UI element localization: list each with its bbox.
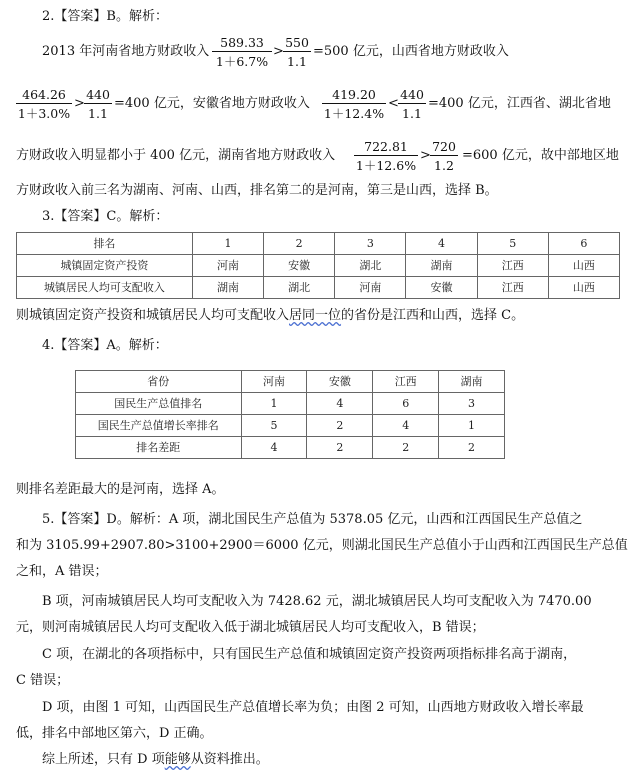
- q4-heading: 4.【答案】A。解析：: [42, 338, 168, 353]
- q2-gt-sign: >: [420, 148, 431, 163]
- q5-summary-part: 从资料推出。: [190, 752, 269, 767]
- q2-line3-result: =600 亿元，故中部地区地: [462, 148, 619, 163]
- table-cell: 山西: [548, 255, 619, 277]
- table-header-cell: 6: [548, 233, 619, 255]
- q2-fraction-hunan: $\frac{722.81}{1+12.6\%}$: [355, 139, 417, 173]
- table-cell: 国民生产总值增长率排名: [76, 415, 242, 437]
- q2-line2-text: =400 亿元，安徽省地方财政收入: [114, 96, 310, 111]
- q2-line1-text: 2013 年河南省地方财政收入: [42, 44, 210, 59]
- q5-summary-part: 综上所述，只有 D 项: [42, 752, 165, 767]
- q3-conclusion-underlined: 居同一位: [289, 308, 342, 323]
- q2-fraction-440-b: $\frac{440}{1.1}$: [398, 87, 426, 121]
- table-header-cell: 3: [335, 233, 406, 255]
- table-header-cell: 4: [406, 233, 477, 255]
- q2-line1-result: =500 亿元，山西省地方财政收入: [313, 44, 509, 59]
- table-cell: 5: [241, 415, 307, 437]
- table-row: [76, 393, 505, 415]
- table-cell: 安徽: [264, 255, 335, 277]
- q3-heading: 3.【答案】C。解析：: [42, 209, 169, 224]
- table-cell: 1: [241, 393, 307, 415]
- table-cell: 4: [241, 437, 307, 459]
- q4-conclusion: 则排名差距最大的是河南，选择 A。: [16, 482, 225, 497]
- q5-line3: 之和，A 错误；: [16, 564, 108, 579]
- q3-conclusion: [16, 308, 524, 324]
- table-cell: 排名差距: [76, 437, 242, 459]
- table-header-row: [17, 233, 620, 255]
- q2-fraction-550: $\frac{550}{1.1}$: [283, 35, 311, 69]
- q5-summary: [42, 752, 269, 768]
- table-cell: 安徽: [406, 277, 477, 299]
- table-cell: 山西: [548, 277, 619, 299]
- q2-fraction-440: $\frac{440}{1.1}$: [84, 87, 112, 121]
- table-cell: 2: [307, 437, 373, 459]
- q2-fraction-720: $\frac{720}{1.2}$: [430, 139, 458, 173]
- table-cell: 3: [439, 393, 505, 415]
- q2-gt-sign: >: [273, 44, 284, 59]
- table-row: [76, 415, 505, 437]
- q5-line8: D 项，由图 1 可知，山西国民生产总值增长率为负；由图 2 可知，山西地方财政收入增长率最: [42, 700, 584, 715]
- q2-conclusion: 方财政收入前三名为湖南、河南、山西，排名第二的是河南，第三是山西，选择 B。: [16, 183, 498, 198]
- table-header-cell: 5: [477, 233, 548, 255]
- table-header-cell: 河南: [241, 371, 307, 393]
- q5-summary-underlined: 能够: [164, 752, 191, 767]
- table-header-cell: 安徽: [307, 371, 373, 393]
- q2-fraction-shanxi: $\frac{464.26}{1+3.0\%}$: [17, 87, 71, 121]
- table-cell: 湖南: [192, 277, 263, 299]
- table-cell: 4: [307, 393, 373, 415]
- table-cell: 国民生产总值排名: [76, 393, 242, 415]
- table-cell: 湖南: [406, 255, 477, 277]
- q2-fraction-henan: $\frac{589.33}{1+6.7\%}$: [212, 35, 272, 69]
- table-cell: 2: [439, 437, 505, 459]
- q2-heading: 2.【答案】B。解析：: [42, 9, 168, 24]
- table-row: [17, 277, 620, 299]
- table-cell: 河南: [335, 277, 406, 299]
- q5-line4: B 项，河南城镇居民人均可支配收入为 7428.62 元，湖北城镇居民人均可支配收入为 7470.00: [42, 594, 592, 609]
- table-cell: 6: [373, 393, 439, 415]
- table-cell: 江西: [477, 277, 548, 299]
- table-cell: 2: [307, 415, 373, 437]
- table-cell: 2: [373, 437, 439, 459]
- table-cell: 江西: [477, 255, 548, 277]
- q5-line7: C 错误；: [16, 673, 70, 688]
- table-header-cell: 2: [264, 233, 335, 255]
- table-cell: 城镇居民人均可支配收入: [17, 277, 193, 299]
- table-row: [17, 255, 620, 277]
- table-cell: 湖北: [335, 255, 406, 277]
- table-cell: 河南: [192, 255, 263, 277]
- q5-line9: 低，排名中部地区第六，D 正确。: [16, 726, 213, 741]
- q3-conclusion-part: 则城镇固定资产投资和城镇居民人均可支配收入: [16, 308, 290, 323]
- table-cell: 湖北: [264, 277, 335, 299]
- q5-line1: 5.【答案】D。解析：A 项，湖北国民生产总值为 5378.05 亿元，山西和江西国民生产总值之: [42, 512, 583, 527]
- q3-conclusion-part: 的省份是江西和山西，选择 C。: [341, 308, 525, 323]
- q3-ranking-table: [16, 232, 620, 299]
- q5-line2: 和为 3105.99+2907.80>3100+2900＝6000 亿元，则湖北国民生产总值小于山西和江西国民生产总值: [16, 538, 628, 553]
- table-header-cell: 湖南: [439, 371, 505, 393]
- table-cell: 城镇固定资产投资: [17, 255, 193, 277]
- table-header-cell: 1: [192, 233, 263, 255]
- q2-fraction-anhui: $\frac{419.20}{1+12.4\%}$: [323, 87, 385, 121]
- q2-gt-sign: >: [74, 96, 85, 111]
- table-row: [76, 437, 505, 459]
- table-cell: 4: [373, 415, 439, 437]
- q2-lt-sign: <: [388, 96, 399, 111]
- table-header-cell: 江西: [373, 371, 439, 393]
- q2-line3-text: 方财政收入明显都小于 400 亿元，湖南省地方财政收入: [16, 148, 336, 163]
- q5-line5: 元，则河南城镇居民人均可支配收入低于湖北城镇居民人均可支配收入，B 错误；: [16, 620, 485, 635]
- table-header-cell: 省份: [76, 371, 242, 393]
- q5-line6: C 项，在湖北的各项指标中，只有国民生产总值和城镇固定资产投资两项指标排名高于湖南，: [42, 647, 577, 662]
- table-cell: 1: [439, 415, 505, 437]
- table-header-cell: 排名: [17, 233, 193, 255]
- q4-ranking-table: [75, 370, 505, 459]
- table-header-row: [76, 371, 505, 393]
- q2-line2-result: =400 亿元，江西省、湖北省地: [428, 96, 611, 111]
